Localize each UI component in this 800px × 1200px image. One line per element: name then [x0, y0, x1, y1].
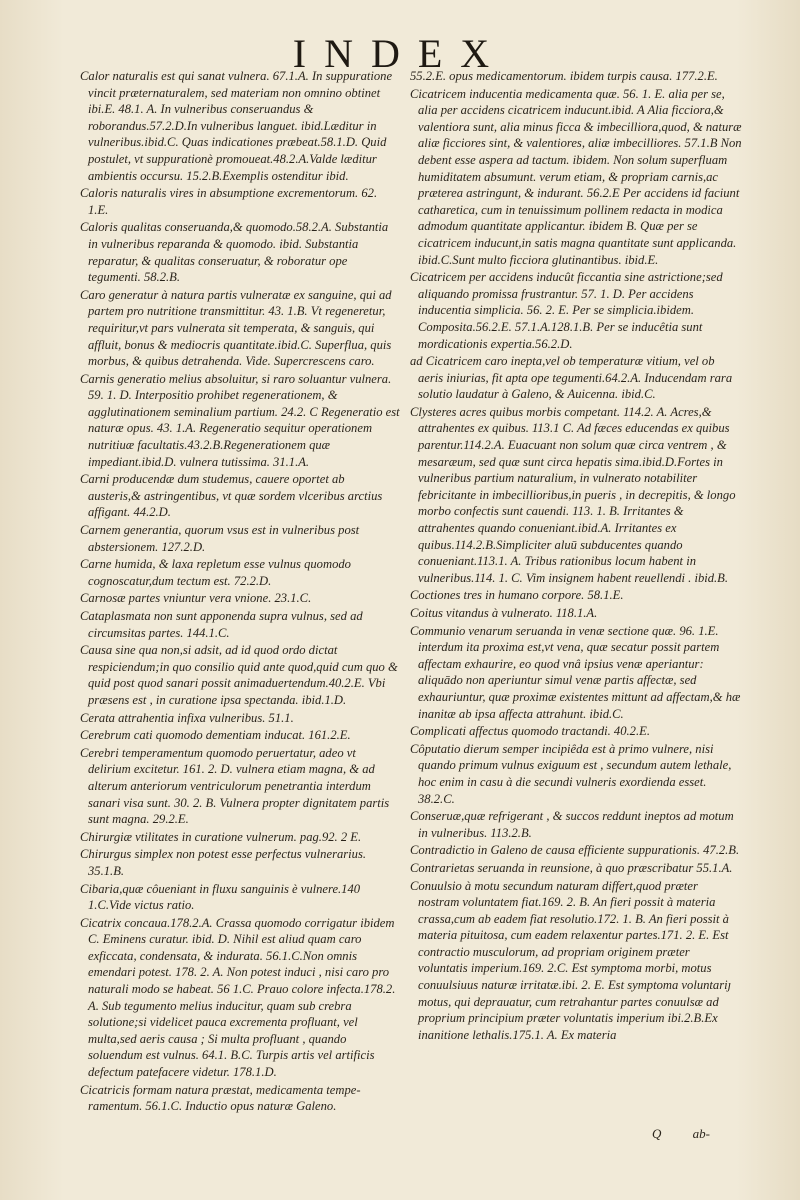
- index-entry: Chirurgiæ vtilitates in curatione vulnerum. pag.92. 2 E.: [80, 829, 362, 844]
- index-entry: Cibaria,quæ côueniant in fluxu sanguinis è vulnere.140 1.C.Vide victus ratio.: [80, 881, 361, 913]
- catchwords: [652, 1126, 710, 1142]
- catchword: ab-: [692, 1126, 710, 1141]
- index-entry: Cicatricem per accidens inducût ficcantia sine astrictione;sed aliquando promissa frustrantur. 57. 1. D. Per accidens inducentia simplicia. 56. 2. E. Per se simplicia.ibidem. Composita.56.2.E. 57.1.A.128.1.B. Per se inducêtia sunt mordicationis expertia.56.2.D.: [410, 270, 723, 351]
- index-entry: Caloris naturalis vires in absumptione excrementorum. 62. 1.E.: [80, 186, 378, 217]
- index-entry: Chirurgus simplex non potest esse perfectus vulnerarius. 35.1.B.: [80, 847, 367, 878]
- index-entry: Cicatrix concaua.178.2.A. Crassa quomodo corrigatur ibidem C. Eminens curatur. ibid. D. Nihil est aliud quam caro exficcata, condensata, & indurata. 56.1.C.Non omnis emendari potest. 178. 2. A. Non potest induci , nisi caro pro naturali modo se habeat. 56 1.C. Prauo colore infecta.178.2. A. Sub tegumento melius inducitur, quam sub crebra solutione;si videlicet pauca excrementa profluant, vel multa,sed aeris causa ; Si multa profluant , quando soluendum est vulnus. 64.1. B.C. Turpis artis vel artificis defectum patefacere videtur. 178.1.D.: [80, 915, 396, 1080]
- index-entry: Carnem generantia, quorum vsus est in vulneribus post abstersionem. 127.2.D.: [80, 523, 360, 554]
- index-entry: Carne humida, & laxa repletum esse vulnus quomodo cognoscatur,dum tectum est. 72.2.D.: [80, 557, 351, 588]
- index-entry: 55.2.E. opus medicamentorum. ibidem turpis causa. 177.2.E.: [410, 69, 718, 83]
- index-entry: Cicatricis formam natura præstat, medicamenta temperamentum. 56.1.C. Inductio opus naturæ Galeno.: [80, 1082, 361, 1114]
- index-entry: Carnosæ partes vniuntur vera vnione. 23.1.C.: [80, 591, 312, 606]
- index-entry: Côputatio dierum semper incipiêda est à primo vulnere, nisi quando primum vulnus exiguum est , secundum autem lethale, hoc enim in casu à die secundi vulneris exordienda esset. 38.2.C.: [410, 741, 732, 806]
- index-entry: Conseruæ,quæ refrigerant , & succos reddunt ineptos ad motum in vulneribus. 113.2.B.: [410, 809, 734, 840]
- index-entry: Contrarietas seruanda in reunsione, à quo præscribatur 55.1.A.: [410, 860, 733, 875]
- left-column: [80, 68, 400, 1116]
- index-entry: Coitus vitandus à vulnerato. 118.1.A.: [410, 606, 598, 620]
- index-entry: ad Cicatricem caro inepta,vel ob temperaturæ vitium, vel ob aeris iniurias, fit apta ope tegumenti.64.2.A. Inducendam rara solutio laudatur à Galeno, & Auicenna. ibid.C.: [410, 354, 733, 402]
- signature-mark: Q: [652, 1126, 662, 1141]
- index-entry: Conuulsio à motu secundum naturam differt,quod præter nostram voluntatem fiat.169. 2. B. An fieri possit à materia crassa,cum ab eadem fiat resolutio.172. 1. B. An fieri possit à materia pituitosa, cum eadem relaxentur partes.171. 2. E. Est contractio musculorum, ad propriam originem præter voluntatis imperium.169. 2.C. Est symptoma morbi, motus conuulsiuus naturæ irritatæ.ibi. 2. E. Est symptoma voluntariȷ motus, qui deprauatur, cum retrahantur partes conuulsæ ad proprium principium præter voluntatis imperium ibi.2.B.Ex inanitione lethalis.175.1. A. Ex materia: [410, 878, 732, 1042]
- index-entry: Cerebrum cati quomodo dementiam inducat. 161.2.E.: [80, 728, 351, 743]
- index-entry: Cataplasmata non sunt apponenda supra vulnus, sed ad circumsitas partes. 144.1.C.: [80, 609, 363, 640]
- index-entry: Contradictio in Galeno de causa efficiente suppurationis. 47.2.B.: [410, 843, 740, 858]
- index-entry: Cerebri temperamentum quomodo peruertatur, adeo vt delirium excitetur. 161. 2. D. vulnera etiam magna, & ad alterum anteriorum ventriculorum penetrantia interdum sanari visa sunt. 30. 2. B. Vulnera propter dignitatem partis sunt magna. 29.2.E.: [80, 745, 390, 827]
- index-entry: Causa sine qua non,si adsit, ad id quod ordo dictat respiciendum;in quo consilio quid ante quod,quid cum quo & quid post quod sanari possit animaduertendum.40.2.E. Vbi præsens est , in curatione ipsa spectanda. ibid.1.D.: [80, 643, 398, 707]
- index-entry: Complicati affectus quomodo tractandi. 40.2.E.: [410, 724, 650, 739]
- index-entry: Calor naturalis est qui sanat vulnera. 67.1.A. In suppuratione vincit præternaturalem, sed materiam non omnino obtinet ibi.E. 48.1. A. In vulneribus conseruandus & roborandus.57.2.D.In vulneribus languet. ibid.Læditur in vulneribus.ibid.C. Quas indicationes præbeat.58.1.D. Quid postulet, vt suppurationè promoueat.48.2.A.Valde læditur ambientis occursu. 15.2.B.Exemplis ostenditur ibid.: [80, 69, 393, 183]
- right-column: [410, 68, 742, 1044]
- index-entry: Coctiones tres in humano corpore. 58.1.E.: [410, 588, 624, 603]
- index-entry: Clysteres acres quibus morbis competant. 114.2. A. Acres,& attrahentes ex quibus. 113.1 C. Ad fæces educendas ex quibus parentur.114.2.A. Euacuant non solum quæ circa ventrem , & mesaræum, sed quæ sunt circa hepatis sima.ibid.D.Fortes in vulneribus partium naturalium, in vulnerato notabiliter febricitante in imbecillioribus,in pueris , in decrepitis, & longo morbo confectis sunt cauendi. 113. 1. B. Irritantes & attrahentes quando conueniant.ibid.A. Irritantes ex quibus.114.2.B.Simpliciter aluū subducentes quando conueniant.113.1. A. Tribus rationibus locum habent in vulneribus.114. 1. C. Vim insignem habent reuellendi . ibid.B.: [410, 404, 736, 585]
- index-entry: Caro generatur à natura partis vulneratæ ex sanguine, qui ad partem pro nutritione transmittitur. 43. 1.B. Vt regeneretur, requiritur,vt pars vulnerata sit temperata, & sanguis, qui affluit, bonus & mediocris quantitate.ibid.C. Superflua, quis morbus, & quibus detrahenda. Vide. Supercrescens caro.: [80, 287, 392, 369]
- index-entry: Carnis generatio melius absoluitur, si raro soluantur vulnera. 59. 1. D. Interpositio prohibet regenerationem, & agglutinationem seminalium partium. 24.2. C Regeneratio est naturæ opus. 43. 1.A. Regeneratio sequitur operationem nutritiuæ facultatis.43.2.B.Regenerationem quæ impediant.ibid.D. vulnera tutissima. 31.1.A.: [80, 371, 400, 469]
- index-entry: Cicatricem inducentia medicamenta quæ. 56. 1. E. alia per se, alia per accidens cicatricem inducunt.ibid. A Alia ficciora,& valentiora sunt, alia minus ficca & imbecilliora,quod, & naturæ aliæ ficciores sint, & valentiores, aliæ imbecilliores. 57.1.B Non debent esse aspera ad tactum. ibidem. Non solum superfluam humiditatem absumunt. verum etiam, & propriam carnis,ac præterea astringunt, & indurant. 56.2.E Per accidens id faciunt catharetica, cum in tenuissimum pollinem redacta in modica admodum quantitate applicantur. ibidem B. Quæ per se cicatricem inducunt,in satis magna quantitate sunt applicanda. ibid.C.Sunt multo ficciora glutinantibus. ibid.E.: [410, 86, 742, 267]
- index-entry: Communio venarum seruanda in venæ sectione quæ. 96. 1.E. interdum ita proxima est,vt vena, quæ secatur possit partem affectam exhaurire, eo quod vnâ ipsius venæ aperiantur: aliquādo non aperiuntur simul venæ partis affectæ, sed exhauriuntur, quæ proximæ existentes mittunt ad affectam,& hæ inanitæ ab ipsa affecta attrahunt. ibid.C.: [410, 623, 741, 721]
- index-entry: Cerata attrahentia infixa vulneribus. 51.1.: [80, 710, 294, 725]
- page-title: INDEX: [292, 31, 508, 76]
- index-entry: Carni producendæ dum studemus, cauere oportet ab austeris,& astringentibus, vt quæ sordem vlceribus arctius affigant. 44.2.D.: [80, 472, 383, 520]
- index-entry: Caloris qualitas conseruanda,& quomodo.58.2.A. Substantia in vulneribus reparanda & quomodo. ibid. Substantia reparatur, & qualitas conseruatur, & roboratur ope tegumenti. 58.2.B.: [80, 220, 389, 285]
